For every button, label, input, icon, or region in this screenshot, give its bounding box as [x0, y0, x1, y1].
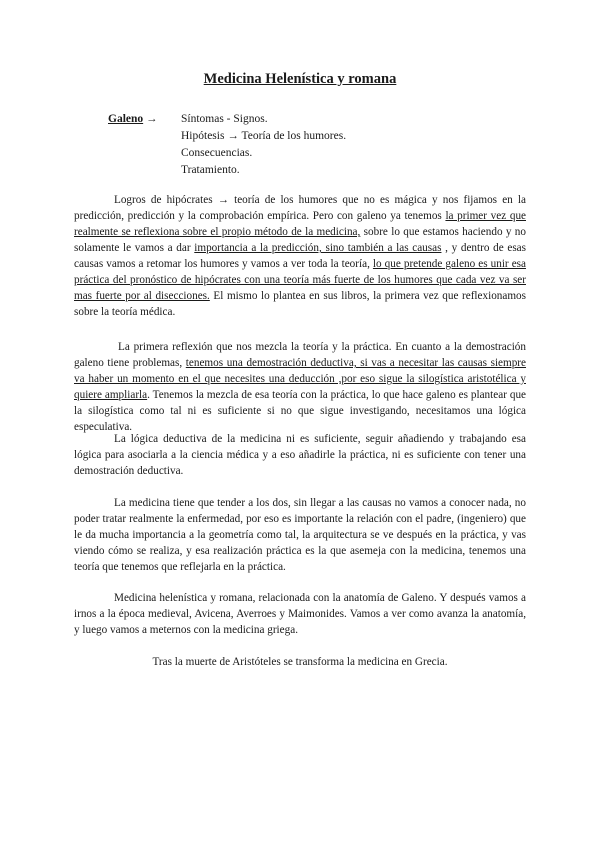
- paragraph-4: La medicina tiene que tender a los dos, sin llegar a las causas no vamos a conocer nada, no poder tratar realmente la enfermedad, por eso es importante la relación con el padre, (ingeniero) que le da mucha importancia a la geometría como tal, la arquitectura se ve después en la práctica, y vas viendo cómo se realiza, y esa realización práctica es la que asemeja con la medicina, tenemos una teoría que tenemos que reflejarla en la práctica.: [74, 497, 526, 573]
- paragraph-3: La lógica deductiva de la medicina ni es suficiente, seguir añadiendo y trabajando esa lógica para asociarla a la ciencia médica y a eso añadirle la práctica, ni es suficiente con tener una demostración deductiva.: [74, 433, 526, 477]
- text-run: Logros de hipócrates → teoría de los humores que no es mágica y nos fijamos en la predicción, predicción y la comprobación empírica. Pero con galeno ya tenemos: [74, 194, 526, 222]
- paragraph-6: Tras la muerte de Aristóteles se transforma la medicina en Grecia.: [152, 656, 448, 668]
- schema-item: Síntomas - Signos.: [181, 113, 268, 125]
- underlined-text: tenemos una demostración deductiva, si vas a necesitar las causas siempre va haber un momento en el que necesites una deducción ,por eso sigue la silogística aristotélica y quiere ampliarla: [74, 357, 527, 401]
- galeno-schema: [108, 111, 346, 179]
- schema-name: Galeno: [108, 113, 144, 125]
- schema-item: Consecuencias.: [181, 147, 253, 159]
- schema-row: [108, 162, 346, 179]
- paragraph-1: [74, 192, 526, 320]
- schema-item: Hipótesis → Teoría de los humores.: [181, 130, 347, 142]
- schema-lead: [108, 111, 181, 128]
- text-run: La primera reflexión que nos mezcla la teoría y la práctica. En cuanto a la demostración galeno tiene problemas,: [74, 341, 526, 369]
- text-run: sobre lo que estamos haciendo y no solamente le vamos a dar: [74, 226, 526, 254]
- schema-item: Tratamiento.: [181, 164, 240, 176]
- underlined-text: lo que pretende galeno es unir esa práctica del pronóstico de hipócrates con una teoría más fuerte de los humores que cada vez va ser mas fuerte por al disecciones.: [74, 258, 526, 302]
- text-run: . Tenemos la mezcla de esa teoría con la práctica, lo que hace galeno es plantear que la silogística como tal ni es suficiente si no que sigue investigando, necesitamos una lógica especulativa.: [74, 389, 527, 433]
- arrow-icon: →: [146, 113, 158, 125]
- paragraph-2: [74, 339, 526, 435]
- paragraph-5: Medicina helenística y romana, relacionada con la anatomía de Galeno. Y después vamos a irnos a la época medieval, Avicena, Averroes y Maimonides. Vamos a ver como avanza la anatomía, y luego vamos a meternos con la medicina griega.: [74, 592, 526, 636]
- underlined-text: importancia a la predicción, sino también a las causas: [194, 242, 442, 254]
- page-title: Medicina Helenística y romana: [203, 71, 397, 87]
- text-run: , y dentro de esas causas vamos a retomar los humores y vamos a ver toda la teoría,: [74, 242, 527, 270]
- schema-row: [108, 145, 346, 162]
- schema-row: [108, 111, 346, 128]
- schema-row: [108, 128, 346, 145]
- text-run: El mismo lo plantea en sus libros, la primera vez que reflexionamos sobre la teoría médica.: [74, 290, 526, 318]
- underlined-text: la primer vez que realmente se reflexiona sobre el propio método de la medicina,: [74, 210, 526, 238]
